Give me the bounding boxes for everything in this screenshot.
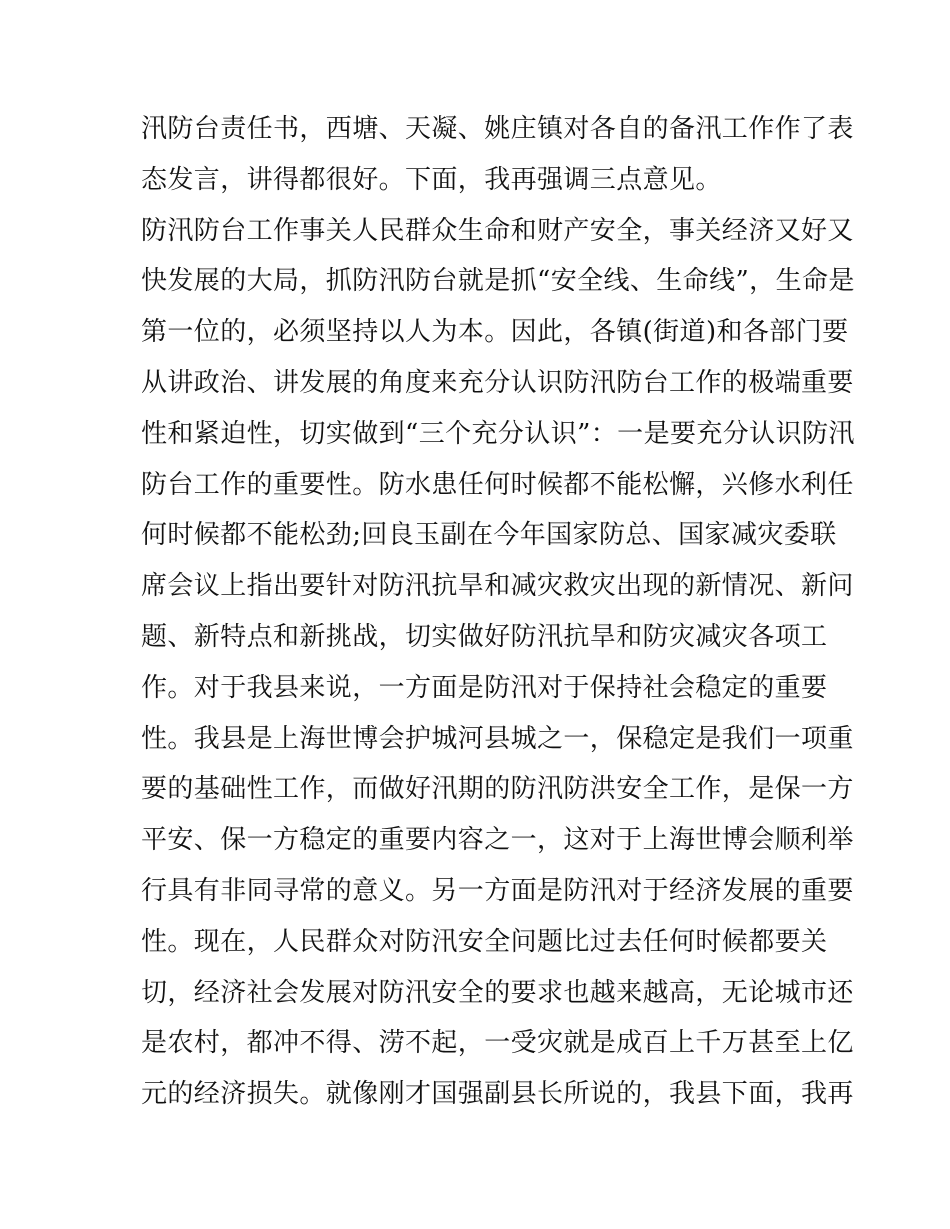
- text-line: 防台工作的重要性。防水患任何时候都不能松懈，兴修水利任: [141, 469, 854, 500]
- text-line: 态发言，讲得都很好。下面，我再强调三点意见。: [141, 164, 722, 195]
- text-line: 从讲政治、讲发展的角度来充分认识防汛防台工作的极端重要: [141, 367, 854, 398]
- text-line: 性。我县是上海世博会护城河县城之一，保稳定是我们一项重: [141, 723, 854, 754]
- text-line: 快发展的大局，抓防汛防台就是抓“安全线、生命线”，生命是: [141, 266, 855, 297]
- text-line: 切，经济社会发展对防汛安全的要求也越来越高，无论城市还: [141, 977, 854, 1008]
- text-line: 防汛防台工作事关人民群众生命和财产安全，事关经济又好又: [141, 215, 854, 246]
- text-line: 行具有非同寻常的意义。另一方面是防汛对于经济发展的重要: [141, 875, 854, 906]
- text-line: 题、新特点和新挑战，切实做好防汛抗旱和防灾减灾各项工: [141, 621, 828, 652]
- text-line: 要的基础性工作，而做好汛期的防汛防洪安全工作，是保一方: [141, 774, 854, 805]
- text-line: 元的经济损失。就像刚才国强副县长所说的，我县下面，我再: [141, 1079, 854, 1110]
- text-line: 汛防台责任书，西塘、天凝、姚庄镇对各自的备汛工作作了表: [141, 114, 854, 144]
- text-line: 席会议上指出要针对防汛抗旱和减灾救灾出现的新情况、新问: [141, 571, 854, 602]
- text-line: 性和紧迫性，切实做到“三个充分认识”：一是要充分认识防汛: [141, 418, 855, 449]
- text-line: 作。对于我县来说，一方面是防汛对于保持社会稳定的重要: [141, 672, 828, 703]
- body-text: [141, 104, 855, 1120]
- text-line: 第一位的，必须坚持以人为本。因此，各镇(街道)和各部门要: [141, 317, 849, 348]
- text-line: 平安、保一方稳定的重要内容之一，这对于上海世博会顺利举: [141, 825, 854, 856]
- text-line: 是农村，都冲不得、涝不起，一受灾就是成百上千万甚至上亿: [141, 1028, 854, 1059]
- text-line: 性。现在，人民群众对防汛安全问题比过去任何时候都要关: [141, 926, 828, 957]
- text-line: 何时候都不能松劲;回良玉副在今年国家防总、国家减灾委联: [141, 520, 837, 551]
